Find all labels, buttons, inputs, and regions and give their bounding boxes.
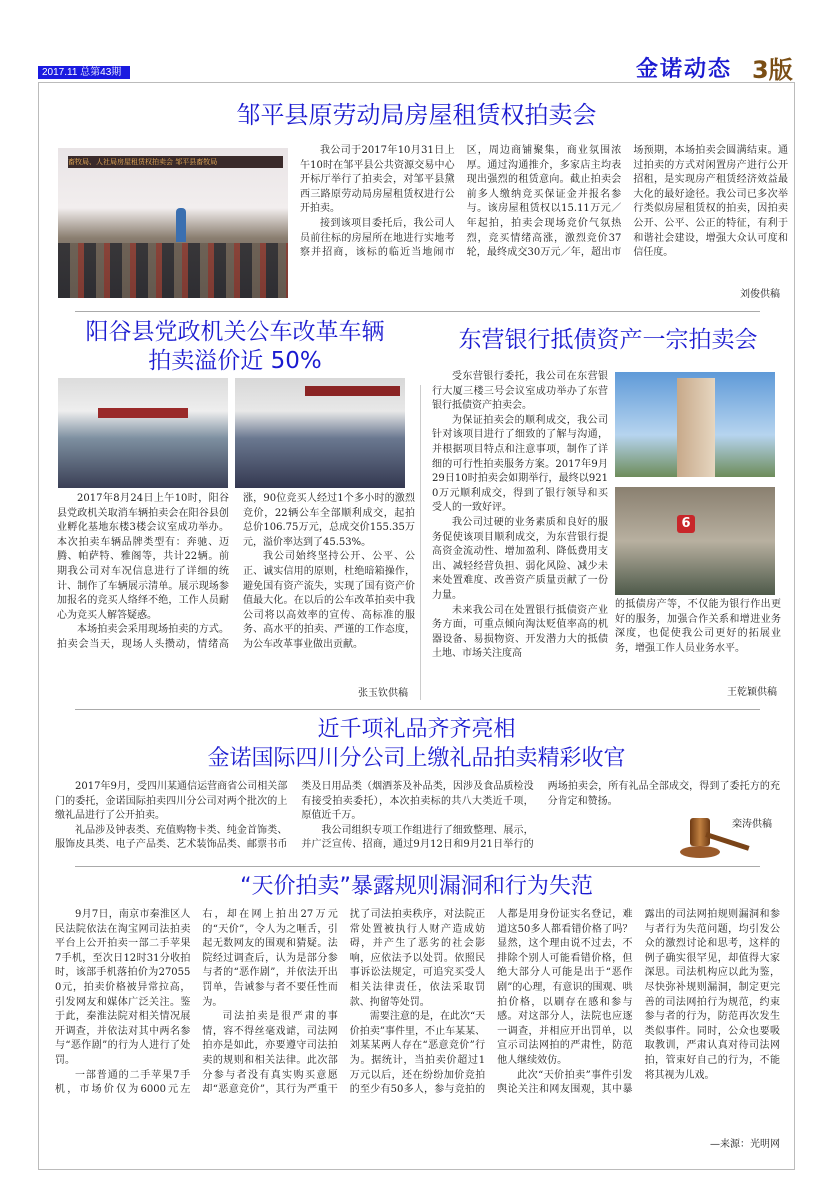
paragraph: 我公司始终坚持公开、公平、公正、诚实信用的原则，杜绝暗箱操作，避免国有资产流失，实现了国有资产价值最大化。在以后的公车改革拍卖中我公司将以高效率的宣传、高标准的服务、高水平的拍卖、严谨的工作态度，为公车改革事业做出贡献。 <box>243 551 415 650</box>
article5-body <box>55 908 780 1098</box>
article2-photo-1 <box>58 378 228 488</box>
paragraph: 未来我公司在处置银行抵债资产业务方面，可重点倾向淘汰贬值率高的机器设备、易损物资、开发潜力大的抵债土地、市场关注度高 <box>432 604 608 660</box>
issue-badge: 2017.11 总第43期 <box>38 66 130 79</box>
stage-banner <box>98 408 188 418</box>
paragraph: 为保证拍卖会的顺利成交，我公司针对该项目进行了细致的了解与沟通，并根据项目特点和注意事项，制作了详细的可行性拍卖服务方案。2017年9月29日10时拍卖会如期举行，最终以9210万元顺利成交，得到了银行领导和买受人的一致好评。 <box>432 414 608 514</box>
page-label: 3版 <box>752 56 793 84</box>
article3-photo-bank-building <box>615 372 775 477</box>
article1-photo-auction-hall <box>58 148 288 298</box>
article3-title: 东营银行抵债资产一宗拍卖会 <box>458 327 758 353</box>
article2-credit: 张玉钦供稿 <box>358 688 408 699</box>
article4-credit: 栾涛供稿 <box>732 819 772 830</box>
paragraph: 2017年9月，受四川某通信运营商省公司相关部门的委托，金诺国际拍卖四川分公司对两个批次的上缴礼品进行了公开拍卖。 <box>55 781 288 822</box>
paragraph: 的抵债房产等，不仅能为银行作出更好的服务，加强合作关系和增进业务深度，也促使我公司更好的拓展业务，增强工作人员业务水平。 <box>615 599 781 654</box>
audience-figures <box>58 243 288 298</box>
article1-body <box>300 144 788 261</box>
title-line: 拍卖溢价近 50% <box>148 347 322 374</box>
article4-title <box>38 716 795 773</box>
paragraph: 我公司于2017年10月31日上午10时在邹平县公共资源交易中心开标厅举行了拍卖会，对邹平县黛西三路原劳动局房屋租赁权进行公开拍卖。 <box>300 145 455 215</box>
title-line: 阳谷县党政机关公车改革车辆 <box>85 319 385 345</box>
article2-title <box>50 318 420 376</box>
article4-body <box>55 780 780 853</box>
paragraph: 礼品涉及钟表类、充值购物卡类、纯金首饰类、服饰皮具类、电子产品类、艺术装饰品类、邮票书币类及日用品类（烟酒茶及补品类，因涉及食品质检没有接受拍卖委托），本次拍卖标的共八大类近千项，原值近千万。 <box>55 781 534 851</box>
article3-body-col1 <box>432 370 608 662</box>
paragraph: 一部普通的二手苹果7手机，市场价仅为6000元左右，却在网上拍出27万元的“天价”，令人为之咂舌，引起无数网友的围观和猜疑。法院经过调查后，认为是部分参与者的“恶作剧”，并依法开出罚单，告诫参与者不要任性而为。 <box>55 909 338 1096</box>
article3-credit: 王乾颖供稿 <box>727 687 777 698</box>
divider <box>75 709 760 710</box>
paragraph: 2017年8月24日上午10时，阳谷县党政机关取消车辆拍卖会在阳谷县创业孵化基地东楼3楼会议室成功举办。本次拍卖车辆品牌类型有：奔驰、迈腾、帕萨特、雅阁等，共计22辆。前期我公司对车况信息进行了详细的统计、制作了车辆展示清单。展示现场参加报名的竞买人络绎不绝，工作人员耐心为竞买人解答疑惑。 <box>57 493 229 621</box>
paragraph: 我公司过硬的业务素质和良好的服务促使该项目顺利成交，为东营银行提高资金流动性、增加盈利、降低费用支出、减轻经营负担、弱化风险、减少未来处置难度、改善资产质量贡献了一份力量。 <box>432 516 608 601</box>
article1-credit: 刘俊供稿 <box>740 289 780 300</box>
article1-title: 邹平县原劳动局房屋租赁权拍卖会 <box>236 101 597 129</box>
article3-body-col2 <box>615 598 781 656</box>
bidder-paddle: 6 <box>677 515 695 533</box>
article2-body <box>57 492 415 653</box>
speaker-figure <box>176 208 186 242</box>
paragraph: 受东营银行委托，我公司在东营银行大厦三楼三号会议室成功举办了东营银行抵债资产拍卖会。 <box>432 371 608 412</box>
paragraph: 司法拍卖是很严肃的事情，容不得丝毫戏谑，司法网拍亦是如此，亦要遵守司法拍卖的规则和相关法律。此次部分参与者没有真实购买意愿却“恶意竞价”，其行为严重干扰了司法拍卖秩序，对法院正常处置被执行人财产造成妨碍，并产生了恶劣的社会影响，应依法予以处罚。依照民事诉讼法规定，可追究买受人相关法律责任，依法采取罚款、拘留等处罚。 <box>202 909 486 1096</box>
paragraph: 需要注意的是，在此次“天价拍卖”事件里，不止车某某、刘某某两人存在“恶意竞价”行为。据统计，当拍卖价超过1万元以后，还在纷纷加价竞拍的至少有50多人，参与竞拍的人都是用身份证实名登记，难道这50多人都看错价格了吗？显然，这个理由说不过去，不排除个别人可能看错价格，但绝大部分人可能是出于“恶作剧”的心理，有意识的围观、哄拍价格，以刷存在感和参与感。对这部分人，法院也应逐一调查，并相应开出罚单，以宣示司法网拍的严肃性，防范他人继续效仿。 <box>349 909 633 1096</box>
divider <box>75 866 760 867</box>
building <box>677 378 715 477</box>
photo-led-banner: 畜牧局、人社局房屋租赁权拍卖会 邹平县畜牧局 <box>68 156 283 168</box>
column-divider <box>420 385 421 700</box>
divider <box>75 311 760 312</box>
paragraph: 本场拍卖会采用现场拍卖的方式。拍卖会当天，现场人头攒动，情绪高涨，90位竞买人经过1个多小时的激烈竞价，22辆公车全部顺利成交，起拍总价106.75万元，总成交价155.35万元，溢价率达到了45.53%。 <box>57 493 415 650</box>
paragraph: 9月7日，南京市秦淮区人民法院依法在淘宝网司法拍卖平台上公开拍卖一部二手苹果7手机，至次日12时31分收拍时，该部手机落拍价为270550元，拍卖价格被异常拉高，引发网友和媒体广泛关注。鉴于此，秦淮法院对相关情况展开调查，并依法对其中两名参与“恶作剧”的行为人进行了处罚。 <box>55 909 191 1066</box>
paragraph: 我公司组织专项工作组进行了细致整理、展示，并广泛宣传、招商，通过9月12日和9月21日举行的两场拍卖会，所有礼品全部成交，得到了委托方的充分肯定和赞扬。 <box>301 781 780 851</box>
article2-photo-2 <box>235 378 405 488</box>
article5-credit: —来源：光明网 <box>710 1139 780 1150</box>
article3-photo-bidders <box>615 487 775 595</box>
title-line: 近千项礼品齐齐亮相 <box>317 717 516 742</box>
paragraph: 此次“天价拍卖”事件引发舆论关注和网友围观，其中暴露出的司法网拍规则漏洞和参与者行为失范问题，均引发公众的激烈讨论和思考，这样的例子确实很罕见，却值得大家深思。司法机构应以此为鉴，尽快弥补规则漏洞，制定更完善的司法网拍行为规范，约束参与者的行为，防范再次发生类似事件。同时，公众也要吸取教训，严肃认真对待司法网拍，管束好自己的行为，不能将其视为儿戏。 <box>497 909 780 1096</box>
stage-banner <box>305 386 400 396</box>
paragraph: 接到该项目委托后，我公司人员前往标的房屋所在地进行实地考察并招商，该标的临近当地闹市区，周边商铺聚集，商业氛围浓厚。通过沟通推介，多家店主均表现出强烈的租赁意向。截止拍卖会前多人缴纳竞买保证金并报名参与。该房屋租赁权以15.11万元／年起拍，拍卖会现场竞价气氛热烈，竞买情绪高涨，激烈竞价37轮，最终成交30万元／年，超出市场预期，本场拍卖会圆满结束。通过拍卖的方式对闲置房产进行公开招租，是实现房产租赁经济效益最大化的最好途径。我公司已多次举行类似房屋租赁权的拍卖，因拍卖公开、公平、公正的特征，有利于和谐社会建设，增强大众认可度和信任度。 <box>300 145 788 259</box>
article5-title: “天价拍卖”暴露规则漏洞和行为失范 <box>240 874 593 899</box>
paper-name: 金诺动态 <box>636 57 733 82</box>
title-line: 金诺国际四川分公司上缴礼品拍卖精彩收官 <box>207 745 626 771</box>
